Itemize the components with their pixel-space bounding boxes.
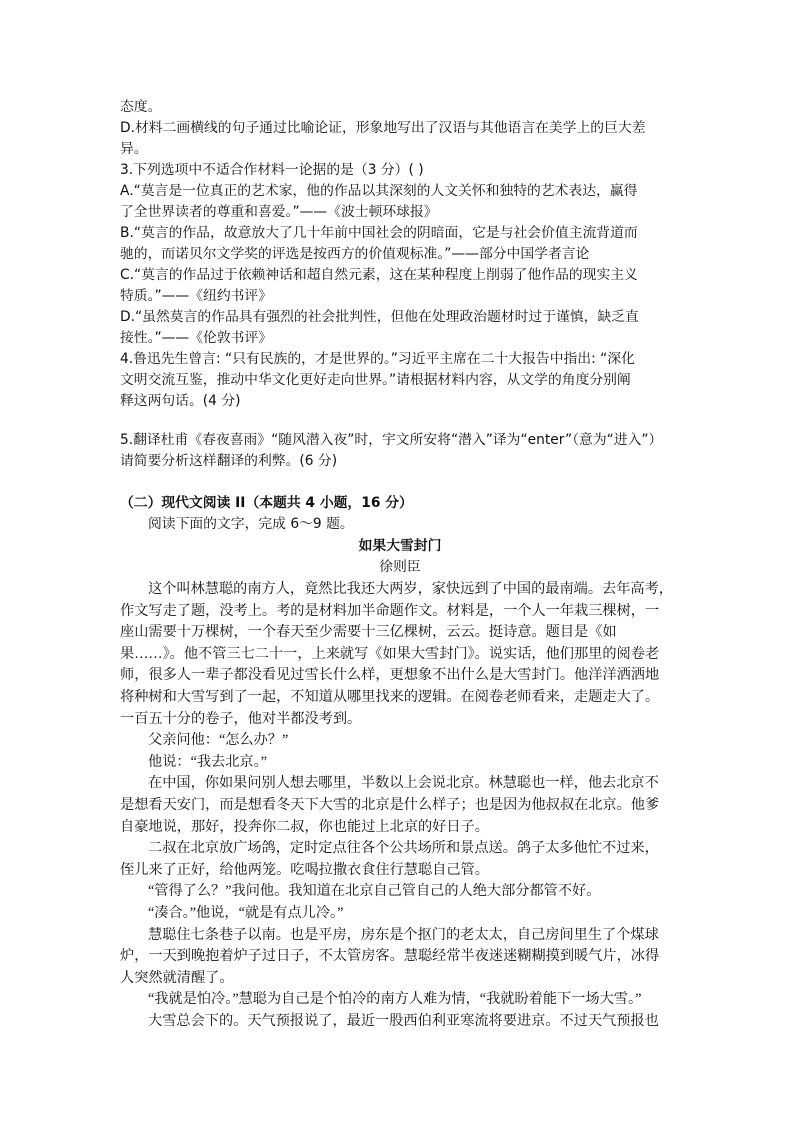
- article-line: “凑合。”他说，“就是有点儿冷。”: [148, 904, 344, 921]
- section-2-header: [120, 493, 680, 578]
- question-block-1-4: [120, 97, 680, 412]
- text-line: 5.翻译杜甫《春夜喜雨》“随风潜入夜”时，宇文所安将“潜入”译为“enter”（意为“进入”）: [120, 432, 663, 448]
- article-line: 将种树和大雪写到了一起，不知道从哪里找来的逻辑。在阅卷老师看来，走题走大了。: [120, 688, 660, 705]
- text-line: D.材料二画横线的句子通过比喻论证，形象地写出了汉语与其他语言在美学上的巨大差: [120, 120, 646, 136]
- section-heading: （二）现代文阅读 II（本题共 4 小题，16 分）: [120, 495, 413, 511]
- article-line: 作文写走了题，没考上。考的是材料加半命题作文。材料是，一个人一年栽三棵树，一: [120, 602, 660, 619]
- article-line: 师，很多人一辈子都没看见过雪长什么样，更想象不出什么是大雪封门。他洋洋洒洒地: [120, 667, 660, 684]
- article-line: 是想看天安门，而是想看冬天下大雪的北京是什么样子；也是因为他叔叔在北京。他爹: [120, 796, 660, 813]
- article-body: [120, 579, 680, 1032]
- text-line: 了全世界读者的尊重和喜爱。”——《波士顿环球报》: [120, 204, 438, 220]
- section-instruction: 阅读下面的文字，完成 6～9 题。: [148, 516, 354, 532]
- text-line: C.“莫言的作品过于依赖神话和超自然元素，这在某种程度上削弱了他作品的现实主义: [120, 267, 638, 283]
- text-line: B.“莫言的作品，故意放大了几十年前中国社会的阴暗面，它是与社会价值主流背道而: [120, 225, 638, 241]
- article-line: 人突然就清醒了。: [120, 969, 234, 986]
- article-line: “管得了么？”我问他。我知道在北京自己管自己的人绝大部分都管不好。: [148, 883, 601, 900]
- text-line: 接性。”——《伦敦书评》: [120, 330, 273, 346]
- text-line: 驰的，而诺贝尔文学奖的评选是按西方的价值观标准。”——部分中国学者言论: [120, 246, 590, 262]
- article-line: 炉，一天到晚抱着炉子过日子，不太管房客。慧聪经常半夜迷迷糊糊摸到暖气片，冰得: [120, 948, 660, 965]
- article-line: 他说：“我去北京。”: [148, 753, 267, 770]
- article-line: 座山需要十万棵树，一个春天至少需要十三亿棵树，云云。挺诗意。题目是《如: [120, 624, 617, 641]
- text-line: A.“莫言是一位真正的艺术家，他的作品以其深刻的人文关怀和独特的艺术表达，赢得: [120, 183, 638, 199]
- text-line: 请简要分析这样翻译的利弊。(6 分): [120, 453, 338, 469]
- article-author: 徐则臣: [379, 559, 421, 575]
- article-line: 这个叫林慧聪的南方人，竟然比我还大两岁，家快远到了中国的最南端。去年高考，: [148, 581, 673, 597]
- article-title: 如果大雪封门: [358, 538, 442, 554]
- text-line: 特质。”——《纽约书评》: [120, 288, 273, 304]
- article-line: 在中国，你如果问别人想去哪里，半数以上会说北京。林慧聪也一样，他去北京不: [148, 775, 659, 792]
- article-line: 一百五十分的卷子，他对半都没考到。: [120, 710, 362, 727]
- text-line: 态度。: [120, 99, 162, 115]
- article-line: 自豪地说，那好，投奔你二叔，你也能过上北京的好日子。: [120, 818, 489, 835]
- text-line: D.“虽然莫言的作品具有强烈的社会批判性，但他在处理政治题材时过于谨慎，缺乏直: [120, 309, 639, 325]
- text-line: 异。: [120, 141, 148, 157]
- article-line: “我就是怕冷。”慧聪为自己是个怕冷的南方人难为情，“我就盼着能下一场大雪。”: [148, 991, 642, 1008]
- article-line: 果……》。他不管三七二十一，上来就写《如果大雪封门》。说实话，他们那里的阅卷老: [120, 645, 660, 662]
- article-line: 侄儿来了正好，给他两笼。吃喝拉撒衣食住行慧聪自己管。: [120, 861, 489, 878]
- article-line: 父亲问他：“怎么办？”: [148, 732, 289, 749]
- question-5-block: [120, 430, 680, 472]
- text-line: 释这两句话。(4 分): [120, 393, 241, 409]
- text-line: 3.下列选项中不适合作材料一论据的是（3 分）( ): [120, 162, 424, 178]
- article-line: 二叔在北京放广场鸽，定时定点往各个公共场所和景点送。鸽子太多他忙不过来，: [148, 840, 659, 857]
- text-line: 4.鲁迅先生曾言: “只有民族的，才是世界的。”习近平主席在二十大报告中指出: “深化: [120, 351, 635, 367]
- text-line: 文明交流互鉴，推动中华文化更好走向世界。”请根据材料内容，从文学的角度分别阐: [120, 372, 631, 388]
- article-line: 大雪总会下的。天气预报说了，最近一股西伯利亚寒流将要进京。不过天气预报也: [148, 1012, 659, 1029]
- article-line: 慧聪住七条巷子以南。也是平房，房东是个抠门的老太太，自己房间里生了个煤球: [148, 926, 659, 943]
